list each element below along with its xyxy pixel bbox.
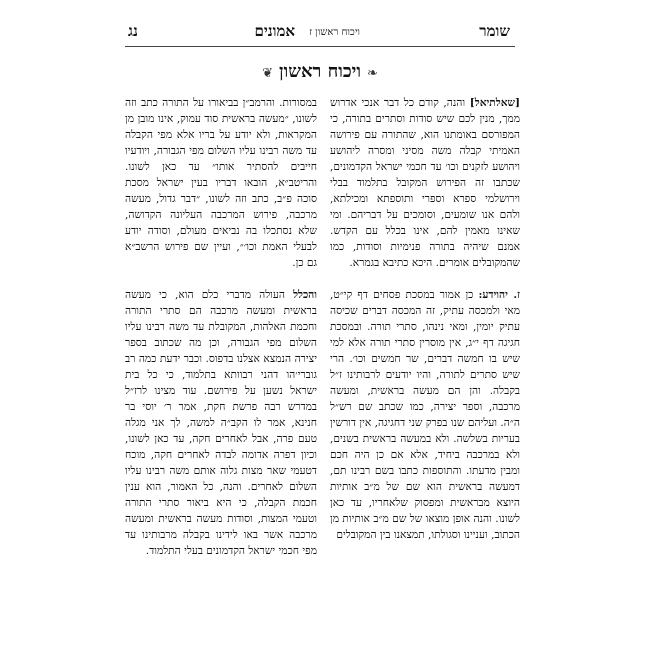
book-title: שומר	[479, 22, 510, 40]
left-column	[125, 95, 317, 559]
paragraph-text: והנה, קודם כל דבר אנכי אדרוש ממך, מנין לכם שיש סודות וסתרים בתורה, כי המפורסם באומתנו הוא, שהתורה עם פירושה האמיתי קבלה משה מסיני ומסרה ליהושע ויהושע לזקנים וכו׳ עד חכמי ישראל הקדמונים, שכתבו זה הפירוש המקובל בתלמוד בבלי וירושלמי ספרא וספרי ותוספתא ומכילתא, ולהם אנו שומעים, וסומכים על דבריהם. ומי שאינו מאמין להם, אינו בכלל עם הקדש. אמנם שיהיה בתורה פנימיות וסודות, כמו שהמקובלים אומרים. היכא כתיבא בגמרא.	[330, 97, 520, 269]
paragraph	[330, 95, 520, 271]
paragraph	[330, 287, 520, 543]
running-head	[150, 21, 510, 41]
section-heading	[125, 60, 515, 86]
paragraph-gap	[125, 271, 317, 287]
ornament-left-icon: ❧	[366, 66, 378, 81]
paragraph	[125, 287, 317, 559]
paragraph-gap	[330, 271, 520, 287]
right-column	[330, 95, 520, 543]
chapter-label: ויכוח ראשון ז	[309, 27, 360, 38]
paragraph-text: במסורות. והרמב״ן בביאורו על התורה כתב וזה לשונו, ״מעשה בראשית סוד עמוק, אינו מובן מן המקראות, ולא יודע על בריו אלא מפי הקבלה עד משה רבינו עליו השלום מפי הגבורה, ויודעיו חייבים להסתיר אותו״ עד כאן לשונו. והריטב״א, הובאו דבריו בעין ישראל מסכת סוכה פ״ב, כתב וזה לשונו, ״דבר גדול, מעשה מרכבה, פירוש המרכבה העליונה הקדושה, שלא נסתכלו בה נביאים מעולם, וסודה יודע לבעלי האמת וכו׳״, ועיין שם פירוש הרשב״א גם כן.	[125, 97, 317, 269]
header-divider	[125, 46, 515, 47]
paragraph-text: העולה מדברי כלם הוא, כי מעשה בראשית ומעשה מרכבה הם סתרי התורה וחכמת האלהות, המקובלת עד משה רבינו עליו השלום מפי הגבורה, וכן מה שכתוב בספר יצירה הנמצא אצלנו בדפוס. וכבר ידעת כמה רב גוברי׳הו דהני רבוותא בתלמוד, כי כל בית ישראל נשען על פירושם. עוד מצינו לרז״ל במדרש רבה פרשת חקת, אמר ר׳ יוסי בר חנינא, אמר לו הקב״ה למשה, לך אני מגלה טעם פרה, אבל לאחרים חקה, עד כאן לשונו, וכיון דפרה אדומה לבדה לאחרים חקה, מוכח דטעמי שאר מצות גלוה אותם משה רבינו עליו השלום לאחרים. והנה, כל האמור, הוא ענין חכמת הקבלה, כי היא ביאור סתרי התורה וטעמי המצות, וסודות מעשה בראשית ומעשה מרכבה אשר באו לידינו בקבלה מרבותינו עד מפי חכמי ישראל הקדמונים בעלי התלמוד.	[125, 289, 317, 557]
lead-word: והכלל	[293, 289, 317, 301]
paragraph-text: כן אמור במסכת פסחים דף קי״ט, מאי ולמכסה עתיק, זה המכסה דברים שכיסה עתיק יומין, ומאי נינהו, סתרי תורה. ובמסכת חגיגה דף י״ג, אין מוסרין סתרי תורה אלא למי שיש בו חמשה דברים, שר חמשים וכו׳. הרי שיש סתרים לתורה, והיו יודעים לרבותינו ז״ל בקבלה. והן הם מעשה בראשית, ומעשה מרכבה, וספר יצירה, כמו שכתב שם רש״ל ה״ה. ועליהם שנו בפרק שני דחגיגה, אין דורשין בעריות בשלשה. ולא במעשה בראשית בשנים, ולא במרכבה ביחיד, אלא אם כן היה חכם ומבין מדעתו. והתוספות כתבו בשם רבינו תם, דמעשה בראשית הוא שם של מ״ב אותיות היוצא מבראשית ומפסוק שלאחריו, עד כאן לשונו. והנה אופן מוצאו של שם מ״ב אותיות מן הכתוב, ועניינו וסגולתו, תמצאנו בין המקובלים	[330, 289, 520, 541]
speaker-label: ז. יהוידע:	[478, 289, 520, 301]
section-title: ויכוח ראשון	[279, 61, 361, 82]
speaker-label: [שאלתיאל]	[469, 97, 521, 109]
page-number: נג	[128, 22, 138, 40]
ornament-right-icon: ❦	[262, 66, 273, 81]
subject-title: אמונים	[254, 22, 295, 40]
paragraph	[125, 95, 317, 271]
